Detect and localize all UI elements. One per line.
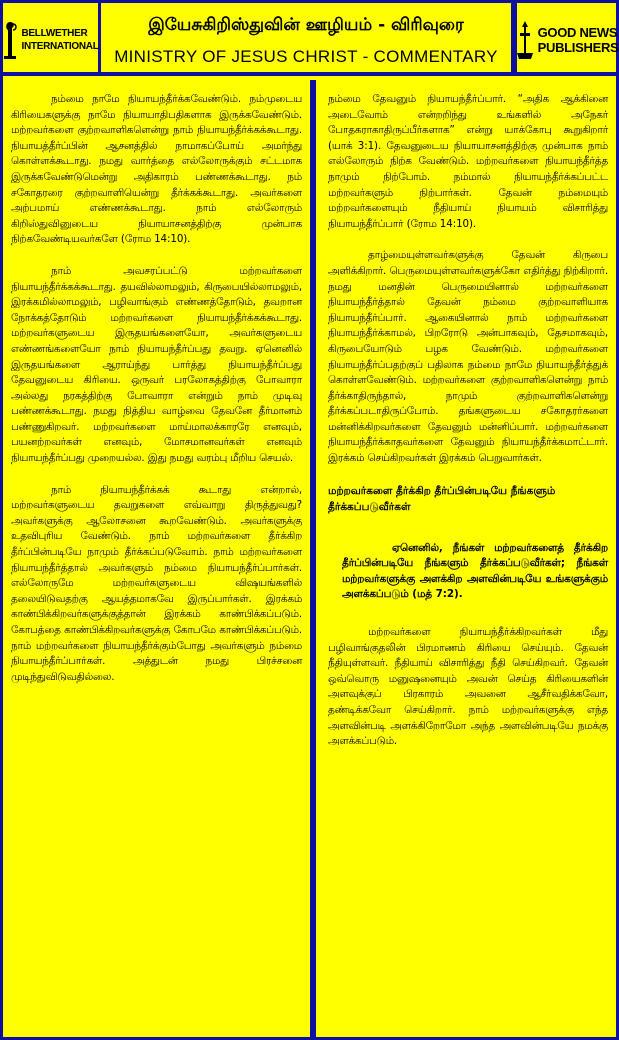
title-box — [101, 3, 514, 76]
left-paragraph-1: நம்மை நாமே நியாயந்தீர்க்கவேண்டும். நம்முடைய கிரியைகளுக்கு நாமே நியாயாதிபதிகளாக இருக்கவேண்டும். மற்றவர்களை குற்றவாளிகளென்று நாம் நியாயந்தீர்க்கக்கூடாது. நியாயத்தீர்ப்பின் ஆசனத்தில் நாமாகப்போய் அமர்ந்து கொள்ளக்கூடாது. நமது வார்த்தை எல்லோருக்கும் சட்டமாக இருக்கவேண்டுமென்று அதிகாரம் பண்ணக்கூடாது. நம் சகோதரரை குற்றவாளியென்று தீர்க்கக்கூடாது. அவர்களை அற்பமாய் எண்ணக்கூடாது. நாம் எல்லோரும் கிறிஸ்துவினுடைய நியாயாசனத்திற்கு முன்பாக நிற்கவேண்டியவர்களே (ரோம 14:10). — [11, 93, 302, 246]
header — [3, 3, 619, 76]
right-paragraph-3: மற்றவர்களை நியாயந்தீர்க்கிறவர்கள் மீது பழிவாங்குதலின் பிரமாணம் கிரியை செய்யும். தேவன் நீதியுள்ளவர். நீதியாய் விசாரித்து நீதி செய்கிறவர். தேவன் ஒவ்வொரு மனுஷனையும் அவன் செய்த கிரியைகளின் அளவுக்குப் பிரகாரம் அவனை ஆசீர்வதிக்கவோ, தண்டிக்கவோ செய்கிறார். நாம் மற்றவர்களுக்கு எந்த அளவின்படி அளக்கிறோமோ அந்த அளவின்படியே நமக்கு அளக்கப்படும். — [328, 626, 608, 748]
right-column — [313, 80, 616, 1037]
section-heading: மற்றவர்களை தீர்க்கிற தீர்ப்பின்படியே நீங்களும் தீர்க்கப்படுவீர்கள் — [328, 484, 556, 513]
scripture-verse: ஏனெனில், நீங்கள் மற்றவர்களைத் தீர்க்கிற தீர்ப்பின்படியே நீங்களும் தீர்க்கப்படுவீர்கள்; நீங்கள் மற்றவர்களுக்கு அளக்கிற அளவின்படியே உங்களுக்கும் அளக்கப்படும் (மத் 7:2). — [342, 541, 608, 601]
left-paragraph-2: நாம் அவசரப்பட்டு மற்றவர்களை நியாயந்தீர்க்கக்கூடாது. தயவில்லாமலும், கிருபையில்லாமலும், இரக்கமில்லாமலும், பழிவாங்கும் எண்ணத்தோடும், தவறான நோக்கத்தோடும் மற்றவர்களை நியாயந்தீர்க்கக்கூடாது. மற்றவர்களுடைய இருதயங்களையோ, அவர்களுடைய எண்ணங்களையோ நாம் நியாயந்தீர்ப்பது தவறு. ஏனெனில் இருதயங்களை ஆராய்ந்து பார்த்து நியாயந்தீர்ப்பது தேவனுடைய கிரியை. ஒருவர் பரலோகத்திற்கு போவாரா அல்லது நரகத்திற்கு போவாரா என்றும் நாம் முடிவு பண்ணக்கூடாது. நமது நித்திய வாழ்வை தேவனே தீர்மானம் பண்ணுகிறவர். மற்றவர்களை மாய்மாலக்காரரே எனவும், பயனற்றவர்கள் எனவும், மோசமானவர்கள் எனவும் நியாயந்தீர்ப்பது முறையல்ல. இது நமது வரம்பு மீறிய செயல். — [11, 264, 302, 465]
right-paragraph-1: நம்மை தேவனும் நியாயந்தீர்ப்பார். “அதிக ஆக்கினை அடைவோம் என்றறிந்து உங்களில் அநேகர் போதகராகாதிருப்பீர்களாக” என்று யாக்கோபு கூறுகிறார் (யாக் 3:1). தேவனுடைய நியாயாசனத்திற்கு முன்பாக நாம் எல்லோரும் நிற்க வேண்டும். மற்றவர்களை நியாயந்தீர்த்த நாமும் நிற்போம். நம்மால் நியாயந்தீர்க்கப்பட்ட மற்றவர்களும் நிற்பார்கள். தேவன் நம்மையும் மற்றவர்களையும் நீதியாய் நியாயம் விசாரித்து நியாயந்தீர்ப்பார் (ரோம 14:10). — [328, 93, 608, 230]
logo-line-2: INTERNATIONAL — [21, 40, 99, 52]
bellwether-logo-box — [3, 3, 101, 76]
right-paragraph-2: தாழ்மையுள்ளவர்களுக்கு தேவன் கிருபை அளிக்கிறார். பெருமையுள்ளவர்களுக்கோ எதிர்த்து நிற்கிறார். நமது மனதின் பெருமையினால் மற்றவர்களை நியாயந்தீர்த்தால் தேவன் நம்மை குற்றவாளியாக நியாயந்தீர்ப்பார். ஆகையினால் நாம் மற்றவர்களை நியாயந்தீர்க்காமல், பிறரோடு அன்பாகவும், தேசமாகவும், கிருபையோடும் பழக வேண்டும். மற்றவர்களை நியாயந்தீர்ப்பதற்குப் பதிலாக நம்மை நாமே நியாயந்தீர்த்துக் கொள்ளவேண்டும். மற்றவர்களை குற்றவாளிகளென்று நாம் தீர்க்காதிருந்தால், நாமும் குற்றவாளிகளென்று தீர்க்கப்படாதிருப்போம். தங்களுடைய சகோதரர்களை மன்னிக்கிறவர்களை தேவனும் மன்னிப்பார். மற்றவர்களை நியாயந்தீர்க்காதவர்களை தேவனும் நியாயந்தீர்க்கமாட்டார். இரக்கம் செய்கிறவர்கள் இரக்கம் பெறுவார்கள். — [328, 249, 608, 465]
left-column — [3, 80, 313, 1037]
gnp-line-1: GOOD NEWS — [537, 24, 618, 40]
left-paragraph-3: நாம் நியாயந்தீர்க்கக் கூடாது என்றால், மற்றவர்களுடைய தவறுகளை எவ்வாறு திருத்துவது? அவர்களுக்கு ஆலோசனை கூறவேண்டும். அவர்களுக்கு உதவிபுரிய வேண்டும். நாம் மற்றவர்களை தீர்க்கிற தீர்ப்பின்படியே நாமும் தீர்க்கப்படுவோம். நாம் மற்றவர்களை நியாயந்தீர்த்தால் அவர்களும் நம்மை நியாயந்தீர்ப்பார்கள். எல்லோருமே மற்றவர்களுடைய விஷயங்களில் தலையிடுவதற்கு ஆயத்தமாகவே இருப்பார்கள். இரக்கம் காண்பிக்கிறவர்களுக்குத்தான் இரக்கம் காண்பிக்கப்படும். கோபத்தை காண்பிக்கிறவர்களுக்கு கோபமே காண்பிக்கப்படும். நாம் மற்றவர்களை நியாயந்தீர்க்கும்போது அவர்களும் நம்மை நியாயந்தீர்ப்பார்கள். அத்துடன் நமது பிரச்சனை முடிந்துவிடுவதில்லை. — [11, 483, 302, 683]
bellwether-logo — [2, 20, 98, 60]
bellwether-shepherd-logo-icon — [2, 20, 18, 60]
title-english: MINISTRY OF JESUS CHRIST - COMMENTARY — [114, 46, 498, 66]
gnp-logo — [515, 19, 619, 61]
gnp-line-2: PUBLISHERS — [537, 39, 619, 55]
good-news-publishers-logo-icon — [515, 19, 535, 61]
gnp-logo-box — [514, 3, 619, 76]
logo-line-1: BELLWETHER — [21, 27, 88, 39]
title-tamil: இயேசுகிறிஸ்துவின் ஊழியம் - விரிவுரை — [148, 14, 464, 35]
content-columns — [3, 80, 616, 1037]
